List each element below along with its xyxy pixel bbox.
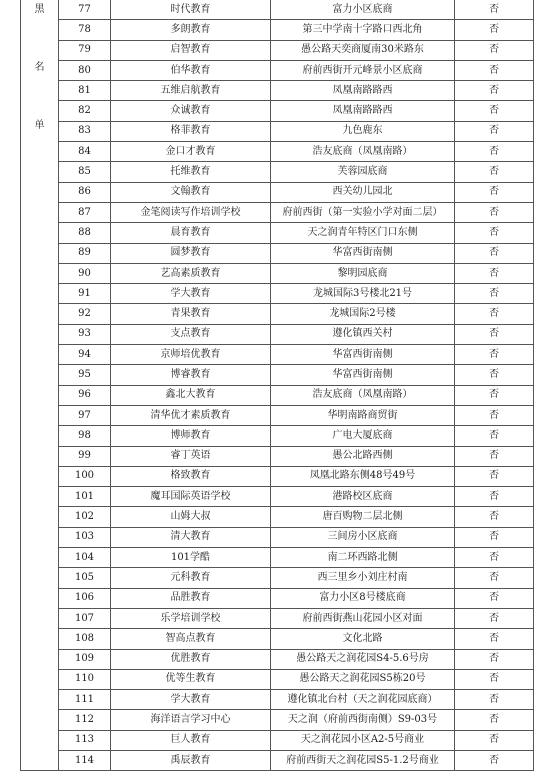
institution-name: 101学酷 [111,548,271,568]
licensed-flag: 否 [455,81,534,101]
institution-name: 博睿教育 [111,365,271,385]
row-number: 80 [59,60,111,80]
institution-address: 黎明园底商 [271,263,455,283]
table-row [21,487,534,507]
table-row [21,405,534,425]
table-row [21,649,534,669]
row-number: 93 [59,324,111,344]
table-body [21,0,534,771]
institution-name: 禹辰教育 [111,750,271,770]
table-row [21,588,534,608]
table-row [21,365,534,385]
row-number: 81 [59,81,111,101]
institution-address: 浩友底商（凤凰南路） [271,385,455,405]
table-row [21,568,534,588]
institution-name: 品胜教育 [111,588,271,608]
table-row [21,202,534,222]
institution-address: 府前西街燕山花园小区对面 [271,608,455,628]
row-number: 109 [59,649,111,669]
institution-address: 凤凰南路路西 [271,81,455,101]
licensed-flag: 否 [455,243,534,263]
institution-name: 时代教育 [111,0,271,20]
institution-name: 鑫北大教育 [111,385,271,405]
row-number: 108 [59,629,111,649]
row-number: 90 [59,263,111,283]
licensed-flag: 否 [455,649,534,669]
table-row [21,284,534,304]
licensed-flag: 否 [455,284,534,304]
table-row [21,304,534,324]
row-number: 87 [59,202,111,222]
institution-name: 众诚教育 [111,101,271,121]
side-label-char: 名 [34,62,45,73]
institution-name: 学大教育 [111,690,271,710]
row-number: 84 [59,142,111,162]
institution-address: 愚公北路西侧 [271,446,455,466]
table-row [21,223,534,243]
table-row [21,426,534,446]
row-number: 79 [59,40,111,60]
licensed-flag: 否 [455,385,534,405]
row-number: 114 [59,750,111,770]
institution-name: 清大教育 [111,527,271,547]
table-row [21,243,534,263]
institution-address: 愚公路天之润花园S5栋20号 [271,669,455,689]
table-row [21,40,534,60]
row-number: 85 [59,162,111,182]
row-number: 86 [59,182,111,202]
institution-address: 府前西街天之润花园S5-1.2号商业 [271,750,455,770]
row-number: 101 [59,487,111,507]
row-number: 99 [59,446,111,466]
institution-name: 清华优才素质教育 [111,405,271,425]
institution-address: 愚公路天之润花园S4-5.6号房 [271,649,455,669]
table-row [21,345,534,365]
licensed-flag: 否 [455,142,534,162]
table-row [21,324,534,344]
row-number: 94 [59,345,111,365]
table-row [21,20,534,40]
institution-address: 龙城国际2号楼 [271,304,455,324]
licensed-flag: 否 [455,405,534,425]
institution-address: 浩友底商（凤凰南路） [271,142,455,162]
institution-address: 第三中学南十字路口西北角 [271,20,455,40]
licensed-flag: 否 [455,0,534,20]
table-row [21,142,534,162]
institution-address: 华富西街南侧 [271,345,455,365]
row-number: 112 [59,710,111,730]
institution-address: 广电大厦底商 [271,426,455,446]
table-row [21,548,534,568]
row-number: 89 [59,243,111,263]
row-number: 98 [59,426,111,446]
row-number: 96 [59,385,111,405]
institution-address: 港路校区底商 [271,487,455,507]
licensed-flag: 否 [455,202,534,222]
licensed-flag: 否 [455,608,534,628]
table-row [21,101,534,121]
row-number: 82 [59,101,111,121]
blacklist-table [20,0,534,771]
table-row [21,162,534,182]
institution-name: 支点教育 [111,324,271,344]
licensed-flag: 否 [455,182,534,202]
institution-address: 九色鹿东 [271,121,455,141]
licensed-flag: 否 [455,527,534,547]
institution-name: 海洋语言学习中心 [111,710,271,730]
side-label-box [21,0,58,178]
institution-name: 学大教育 [111,284,271,304]
institution-address: 遵化镇北台村（天之润花园底商） [271,690,455,710]
licensed-flag: 否 [455,263,534,283]
institution-name: 睿丁英语 [111,446,271,466]
table-row [21,263,534,283]
table-row [21,385,534,405]
institution-name: 格菲教育 [111,121,271,141]
licensed-flag: 否 [455,121,534,141]
institution-name: 巨人教育 [111,730,271,750]
licensed-flag: 否 [455,365,534,385]
licensed-flag: 否 [455,60,534,80]
institution-name: 圆梦教育 [111,243,271,263]
institution-address: 芙蓉园底商 [271,162,455,182]
institution-address: 府前西街（第一实验小学对面二层） [271,202,455,222]
institution-name: 山姆大叔 [111,507,271,527]
row-number: 91 [59,284,111,304]
table-row [21,690,534,710]
row-number: 106 [59,588,111,608]
row-number: 110 [59,669,111,689]
licensed-flag: 否 [455,568,534,588]
institution-name: 元科教育 [111,568,271,588]
licensed-flag: 否 [455,426,534,446]
institution-name: 乐学培训学校 [111,608,271,628]
licensed-flag: 否 [455,162,534,182]
table-row [21,0,534,20]
row-number: 78 [59,20,111,40]
row-number: 111 [59,690,111,710]
row-number: 92 [59,304,111,324]
table-row [21,608,534,628]
institution-address: 文化北路 [271,629,455,649]
table-row [21,466,534,486]
licensed-flag: 否 [455,588,534,608]
row-number: 100 [59,466,111,486]
institution-name: 艺高素质教育 [111,263,271,283]
institution-address: 天之润花园小区A2-5号商业 [271,730,455,750]
table-row [21,81,534,101]
table-row [21,507,534,527]
institution-name: 京师培优教育 [111,345,271,365]
licensed-flag: 否 [455,304,534,324]
institution-name: 优等生教育 [111,669,271,689]
licensed-flag: 否 [455,40,534,60]
licensed-flag: 否 [455,466,534,486]
institution-address: 三间房小区底商 [271,527,455,547]
blacklist-side-label [21,0,59,771]
institution-address: 西关幼儿园北 [271,182,455,202]
row-number: 88 [59,223,111,243]
institution-name: 格致教育 [111,466,271,486]
table-row [21,60,534,80]
institution-address: 富力小区8号楼底商 [271,588,455,608]
licensed-flag: 否 [455,507,534,527]
institution-name: 五维启航教育 [111,81,271,101]
licensed-flag: 否 [455,101,534,121]
institution-name: 优胜教育 [111,649,271,669]
institution-name: 青果教育 [111,304,271,324]
institution-address: 华富西街南侧 [271,243,455,263]
row-number: 97 [59,405,111,425]
table-row [21,730,534,750]
institution-address: 凤凰北路东侧48号49号 [271,466,455,486]
table-row [21,121,534,141]
table-row [21,750,534,770]
institution-name: 文翰教育 [111,182,271,202]
institution-address: 愚公路天奕商厦南30米路东 [271,40,455,60]
institution-name: 伯华教育 [111,60,271,80]
table-row [21,182,534,202]
institution-name: 魔耳国际英语学校 [111,487,271,507]
row-number: 77 [59,0,111,20]
institution-address: 富力小区底商 [271,0,455,20]
institution-name: 托维教育 [111,162,271,182]
institution-address: 府前西街开元峰景小区底商 [271,60,455,80]
licensed-flag: 否 [455,324,534,344]
table-row [21,629,534,649]
institution-address: 华富西街南侧 [271,365,455,385]
licensed-flag: 否 [455,345,534,365]
institution-address: 天之润青年特区门口东侧 [271,223,455,243]
institution-name: 智高点教育 [111,629,271,649]
table-row [21,710,534,730]
table-row [21,446,534,466]
licensed-flag: 否 [455,446,534,466]
institution-address: 南二环西路北侧 [271,548,455,568]
licensed-flag: 否 [455,750,534,770]
licensed-flag: 否 [455,548,534,568]
institution-address: 遵化镇西关村 [271,324,455,344]
row-number: 105 [59,568,111,588]
licensed-flag: 否 [455,223,534,243]
row-number: 107 [59,608,111,628]
institution-name: 金笔阅读写作培训学校 [111,202,271,222]
licensed-flag: 否 [455,20,534,40]
licensed-flag: 否 [455,730,534,750]
row-number: 104 [59,548,111,568]
table-row [21,527,534,547]
institution-address: 天之润（府前西街南侧）S9-03号 [271,710,455,730]
licensed-flag: 否 [455,710,534,730]
institution-name: 晨育教育 [111,223,271,243]
institution-address: 唐百购物二层北侧 [271,507,455,527]
side-label-char: 黑 [34,4,45,15]
table-row [21,669,534,689]
institution-name: 博师教育 [111,426,271,446]
institution-name: 启智教育 [111,40,271,60]
institution-name: 多朗教育 [111,20,271,40]
side-label-char: 单 [34,120,45,131]
licensed-flag: 否 [455,629,534,649]
institution-address: 西三里乡小刘庄村南 [271,568,455,588]
row-number: 113 [59,730,111,750]
institution-name: 金口才教育 [111,142,271,162]
institution-address: 华明南路商贸街 [271,405,455,425]
row-number: 103 [59,527,111,547]
row-number: 95 [59,365,111,385]
institution-address: 龙城国际3号楼北21号 [271,284,455,304]
licensed-flag: 否 [455,690,534,710]
licensed-flag: 否 [455,669,534,689]
row-number: 102 [59,507,111,527]
institution-address: 凤凰南路路西 [271,101,455,121]
licensed-flag: 否 [455,487,534,507]
row-number: 83 [59,121,111,141]
